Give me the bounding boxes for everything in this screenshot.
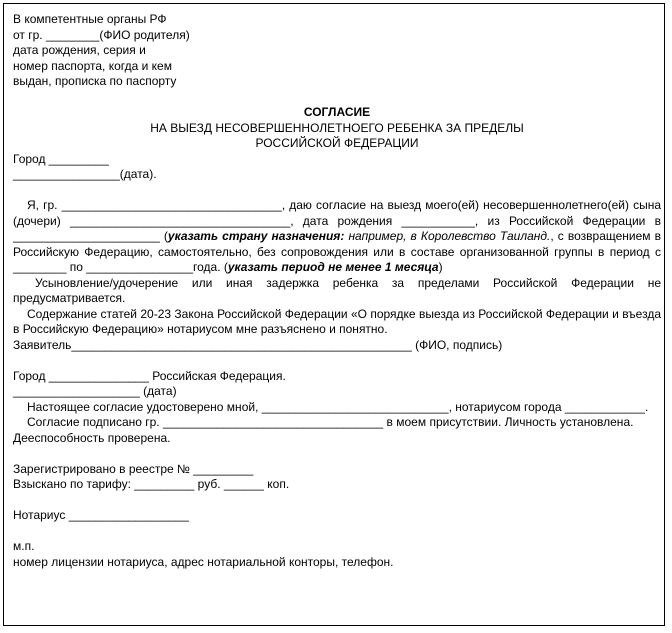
registry-block [13,462,661,493]
document-title [13,105,661,152]
title-main: СОГЛАСИЕ [303,105,371,119]
country-hint: указать страну назначения: [167,229,345,243]
addressee-line: В компетентные органы РФ [13,12,167,26]
addressee-header [13,12,661,90]
fee-line: Взыскано по тарифу: _________ руб. ______ коп. [13,477,290,491]
passport-number-line: номер паспорта, когда и кем [13,58,172,73]
registry-number-line: Зарегистрировано в реестре № _________ [13,461,254,476]
consent-document [13,12,661,570]
adoption-paragraph: Усыновление/удочерение или иная задержка ребенка за пределами Российской Федерации не предусматривается. [13,275,661,305]
spacer [13,183,661,199]
country-example: например, в Королевство Таиланд. [344,229,551,243]
law-paragraph: Содержание статей 20-23 Закона Российской Федерации «О порядке выезда из Российской Федерации и въезда в Российскую Федерацию» нотариусом мне разъяснено и понятно. [13,306,661,336]
title-subline-2: РОССИЙСКОЙ ФЕДЕРАЦИИ [255,136,419,150]
date-field: ________________(дата). [13,167,157,181]
certified-paragraph: Настоящее согласие удостоверено мной, ____________________________, нотариусом города ____________. [27,399,649,414]
birth-passport-line: дата рождения, серия и [13,43,146,57]
spacer [13,493,661,509]
consent-text-3: ) [438,260,443,274]
signed-paragraph: Согласие подписано гр. _________________________________ в моем присутствии. Личность установлена. Дееспособность проверена. [13,415,634,445]
place-date [13,152,661,183]
footer [13,539,661,570]
consent-text-2: , с возвращением в Российскую Федерацию, самостоятельно, без сопровождения или в составе организованной группы в период с ________ по ________________года. ( [13,229,662,274]
notary-date-line: ___________________ (дата) [13,384,177,398]
license-line: номер лицензии нотариуса, адрес нотариальной конторы, телефон. [13,554,394,569]
notary-city-line: Город _______________ Российская Федерация. [13,368,286,383]
consent-text-1: Я, гр. _________________________________, даю согласие на выезд моего(ей) несовершеннолетнего(ей) сына (дочери) _________________________________, дата рождения ___________, из Российской Федерации в ______________________ ( [13,198,661,243]
sender-line: от гр. ________(ФИО родителя) [13,27,190,42]
notary-certification [13,369,661,447]
applicant-signature-line: Заявитель___________________________________________________ (ФИО, подпись) [13,337,503,352]
spacer [13,90,661,106]
city-field: Город _________ [13,151,109,166]
spacer [13,446,661,462]
consent-paragraph [13,198,661,276]
spacer [13,353,661,369]
title-subline-1: НА ВЫЕЗД НЕСОВЕРШЕННОЛЕТНОЕГО РЕБЕНКА ЗА ПРЕДЕЛЫ [150,120,524,135]
notary-signature-line: Нотариус __________________ [13,508,189,522]
spacer [13,524,661,540]
passport-issued-line: выдан, прописка по паспорту [13,74,177,88]
period-hint: указать период не менее 1 месяца [227,260,439,274]
seal-mark: м.п. [13,539,35,553]
document-page [3,3,665,626]
